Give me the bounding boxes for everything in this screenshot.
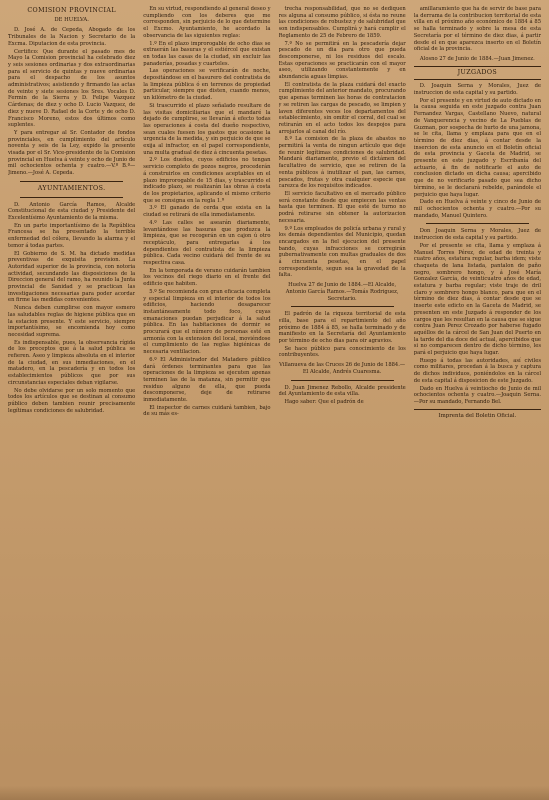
divider — [414, 79, 541, 80]
paragraph: D. Juan Jimenez Rebollo, Alcalde presidente del Ayuntamiento de esta villa. — [278, 384, 406, 398]
paragraph: En un parte importantísimo de la República Francesa se ha presentado la terrible enfermedad del cólera, llevando la alarma y el temor á todas partes. — [8, 222, 136, 249]
section-title-juzgados: JUZGADOS — [457, 68, 498, 76]
paragraph: En su virtud, respondiendo al general deseo y cumpliendo con los deberes que me corresponden, sin perjuicio de lo que determine el Excmo. Ayuntamiento, he acordado la observancia de las siguientes reglas: — [143, 6, 271, 39]
paragraph: Dado en Huelva á veinte y cinco de Junio de mil ochocientos ochenta y cuatro.—Por su mandado, Manuel Quintero. — [413, 199, 541, 219]
paragraph: El contratista de la plaza cuidará del exacto cumplimiento del anterior mandato, procurando que apenas terminen las horas de contratacion y se retiren las cargas de pescado, se limpien y laven diferentes veces los departamentos del establecimiento, sin omitir el corral, del cual se retirarán en el acto todos los despojos para arrojarlos al canal del río. — [278, 81, 406, 135]
paragraph: Es indispensable, pues, la observancia rígida de los preceptos que á la salud pública se refieren. Aseo y limpieza absoluta en el interior de la ciudad, en sus inmediaciones, en el matadero, en la pescadería y en todos los establecimientos públicos que por sus circunstancias especiales deban vigilarse. — [8, 339, 136, 386]
divider — [426, 223, 529, 224]
columns — [8, 6, 541, 786]
paragraph: 1.º En el plazo improrogable de ocho dias se extraerán las basuras y el estiércol que existan en todas las casas de la ciudad, sin excluir las panaderías, posadas y cuarteles. — [143, 40, 271, 67]
divider — [20, 181, 123, 182]
paragraph: El servicio facultativo en el mercado público será constante desde que empiecen las ventas hasta que terminen. El que esté de turno no podrá retirarse sin obtener la autorizacion necesaria. — [278, 190, 406, 224]
paragraph: Dado en Huelva á veintiocho de Junio de mil ochocientos ochenta y cuatro.—Joaquin Serna.—Por su mandado, Fernando Bel. — [413, 385, 541, 405]
divider — [414, 409, 541, 410]
paragraph: Se hace público para conocimiento de los contribuyentes. — [278, 345, 406, 359]
paragraph: 9.º Los empleados de policía urbana y rural y los demás dependientes del Municipio, quedan encargados en la fiel ejecucion del presente bando, cuyas infracciones se corregirán gubernativamente con multas graduales de dos á cincuenta pesetas, en el papel correspondiente, segun sea la gravedad de la falta. — [278, 225, 406, 279]
signature-line: Villanueva de las Cruces 26 de Junio de 1884.—El Alcalde, Andrés Cuaresma. — [279, 362, 406, 375]
paragraph: Y para entregar al Sr. Contador de fondos provinciales, en cumplimiento del artículo noventa y seis de la Ley, expido la presente visada por el Sr. Vice-presidente de la Comision provincial en Huelva á veinte y ocho de Junio de mil ochocientos ochenta y cuatro.—V.º B.º—Jimeno.—José A. Cepeda. — [8, 129, 136, 177]
column-1 — [8, 6, 135, 786]
signature-line: Huelva 27 de Junio de 1884.—El Alcalde, Antonio García Ramos.—Tomás Rodriguez, Secretario. — [285, 282, 399, 302]
paragraph: Certifico: Que durante el pasado mes de Mayo la Comision provincial ha celebrado diez y seis sesiones ordinarias y dos extraordinarias para el servicio de quintas y nueve ordinarias para el despacho de los asuntos administrativos; asistiendo y firmando las actas de veinte y siete sesiones los Sres. Vocales D. Fermin de la Sierra y D. Felipe Vazquez Cárdenas; de diez y ocho D. Lucio Vazquez, de diez y nueve D. Rafael de la Corte y de ocho D. Francisco Moreno, estos dos últimos como suplentes. — [8, 48, 136, 129]
paragraph: No debe olvidarse por un solo momento que todos los artículos que se destinan al consumo público deben tambien reunir precisamente legítimas condiciones de salubridad. — [8, 387, 136, 414]
signature-line: Alosno 27 de Junio de 1884.—Juan Jimenez. — [419, 55, 535, 62]
paragraph: D. Antonio García Ramos, Alcalde Constitucional de esta ciudad y Presidente del Excelentísimo Ayuntamiento de la misma. — [8, 201, 136, 221]
paragraph: En la temporada de verano cuidarán tambien los vecinos del riego diario en el frente del edificio que habiten. — [143, 267, 271, 288]
paragraph: Ruego á todas las autoridades, así civiles como militares, procedan á la busca y captura de dichos individuos, poniéndolos en la cárcel de esta capital á disposicion de este Juzgado. — [413, 357, 541, 384]
paragraph: El Gobierno de S. M. ha dictado medidas preventivas de exquisita prevision. La Autoridad superior de la provincia, con notoria actividad, secundando las disposiciones de la Direccion general del ramo, ha reunido la Junta provincial de Sanidad y se practican las investigaciones necesarias para poder acordar en firme las medidas convenientes. — [8, 250, 136, 304]
paragraph: El inspector de carnes cuidará tambien, bajo de su más es- — [143, 404, 271, 418]
paragraph: D. Joaquin Serna y Morales, Juez de instruccion de esta capital y su partido. — [413, 83, 541, 97]
divider — [291, 306, 394, 307]
paragraph: Por el presente se cita, llama y emplaza á Manuel Torres Pérez, de edad de treinta y cuatro años, estatura regular, barba idem; viste chaqueta de lana listada, pantalon de paño negro, sombrero hongo, y á José María Gonzalez García, de veinticuatro años de edad, estatura y barba regular; viste traje de dril claro y sombrero hongo blanco, para que en el término de diez dias, á contar desde que se inserte este edicto en la Gaceta de Madrid, se presenten en este Juzgado á responder de los cargos que les resultan en la causa que se sigue contra Juan Perez Crozado por haberse fugado aquéllos de la cárcel de San Juan del Puerto en la tarde del dia doce del actual, apercibidos que si no comparecen dentro de dicho término, les pará el perjuicio que haya lugar. — [413, 242, 541, 357]
paragraph: D. José A. de Cepeda, Abogado de los Tribunales de la Nacion y Secretario de la Excma. Diputacion de esta provincia. — [8, 27, 136, 47]
column-4 — [414, 6, 541, 786]
divider — [414, 66, 541, 67]
paragraph: trecha responsabilidad, que no se dediquen res alguna al consumo público, si ésta no reune las condiciones de robustez y de salubridad que son indispensables. Cumplirá y hará cumplir el Reglamento de 25 de Febrero de 1859. — [278, 6, 406, 39]
paragraph: 5.º Se recomienda con gran eficacia completa y especial limpieza en el interior de todos los edificios, haciendo desaparecer instantáneamente todo foco, cuyas emanaciones puedan perjudicar á la salud pública. En las habitaciones de dormir se procurará que el número de personas esté en armonía con la extension del local, moviéndose el cumplimiento de las reglas higiénicas de necesaria ventilacion. — [143, 288, 271, 356]
paragraph: Don Joaquin Serna y Morales, Juez de instruccion de esta capital y su partido. — [413, 228, 541, 242]
divider — [291, 380, 394, 381]
paragraph: 4.º Las calles se asearán diariamente, levantándose las basuras que produzca la limpieza, que se recogerán en un cajon ú otro receptáculo, para entregarlas á los dependientes del contratista de la limpieza pública. Cada vecino cuidará del frente de su respectiva casa. — [143, 219, 271, 267]
paragraph: Si trascurrido el plazo señalado resultare de las visitas domiciliarias que el mandaré la dejado de cumplirse, se llevarán á efecto todas las operaciones á costa del dueño respectivo, sean cuales fuesen los gastos que ocasione la urgencia de la medida, y sin perjuicio de que se exija al infractor, en el papel correspondiente, una multa gradual de diez á cincuenta pesetas. — [143, 102, 271, 156]
paragraph: Hago saber: Que el padrón de — [284, 398, 364, 405]
paragraph: Nunca deben cumplirse con mayor esmero las saludables reglas de higiene pública que en la estacion presente. Y este servicio, siempre importantísimo, se encomienda hoy como necesidad suprema. — [8, 305, 136, 338]
paragraph: El padrón de la riqueza territorial de esta villa, base para el repartimiento del año próximo de 1884 á 85, se halla terminado y de manifiesto en la Secretaría del Ayuntamiento por término de ocho dias para oir agravios. — [278, 311, 406, 345]
divider — [20, 197, 123, 198]
page-edge-shadow — [0, 786, 549, 800]
paragraph: Las operaciones se verificarán de noche, depositándose en el basurero del contratista de la limpieza pública ó en terrenos de propiedad particular, siempre que disten, cuando menos, un kilómetro de la ciudad. — [143, 68, 271, 102]
paragraph: 3.º El ganado de cerda que exista en la ciudad se retirará de ella inmediatamente. — [143, 205, 271, 219]
paragraph: 6.º El Administrador del Matadero público dará órdenes terminantes para que las operaciones de la limpieza se ejecuten apenas terminen las de la matanza, sin permitir que residuo alguno de ella, que pueda descomponerse, deje de retirarse inmediatamente. — [143, 356, 271, 404]
paragraph: amillaramiento que ha de servir de base para la derrama de la contribucion territorial de esta villa en el próximo año económico de 1884 á 85 se halla terminado y sobre la mesa de esta Secretaría por el término de diez dias, á partir desde el en que aparezca inserto en el Boletín oficial de la provincia. — [413, 6, 541, 53]
paragraph: Por el presente y en virtud de auto dictado en la causa seguida en este juzgado contra Juan Fernandez Vargas, Castellano Nuevo, natural de Vanquerencia y vecino de La Pueblas de Guzman, por sospecha de hurto de una jamona, se le cita, llama y emplaza para que en el término de diez dias, á contar desde la insercion de esta anuncio en el Boletín oficial de esta provincia y Gaceta de Madrid, se presente en este juzgado y Escribanía del actuario, á fin de notificarle el auto de conclusion dictado en dicha causa; apercibido que de no verificarlo pasado que sea dicho término, se le declarará rebelde, parándole el perjuicio que haya lugar. — [413, 97, 541, 198]
paragraph: 2.º Los dueños, cuyos edificios no tengan servicio completo de pozos negros, procederán á construirlos en condiciones aceptables en el plazo improrogable de 15 dias, y trascurrido el indicado plazo, se realizarán las obras á costa de los propietarios, aplicando el mismo criterio que se consigna en la regla 1.ª — [143, 157, 271, 204]
column-3 — [279, 6, 406, 786]
section-title-ayuntamientos: AYUNTAMIENTOS. — [37, 184, 106, 192]
paragraph: 8.º La comision de la plaza de abastos no permitirá la venta de ningun artículo que deje de reunir legítimas condiciones de salubridad. Mandará diariamente, previo el dictámen del facultativo de servicio, que se retiren de la venta públicos á inutilizar el pan, las carnes, pescados, frutas y otra cualquier especie que carezca de los requisitos indicados. — [278, 136, 406, 190]
column-2 — [143, 6, 270, 786]
section-title-comision: COMISION PROVINCIAL — [27, 7, 116, 14]
printer-imprint: Imprenta del Boletin Oficial. — [438, 412, 517, 419]
paragraph: 7.º No se permitirá en la pescadería dejar pescado de un dia para otro que pueda descomponerse, ni los residuos del escalo. Estas operaciones se practicarán con el mayor aseo, utilizando constantemente y en abundancia aguas limpias. — [278, 40, 406, 81]
section-subtitle-huelva: DE HUELVA. — [54, 16, 89, 23]
